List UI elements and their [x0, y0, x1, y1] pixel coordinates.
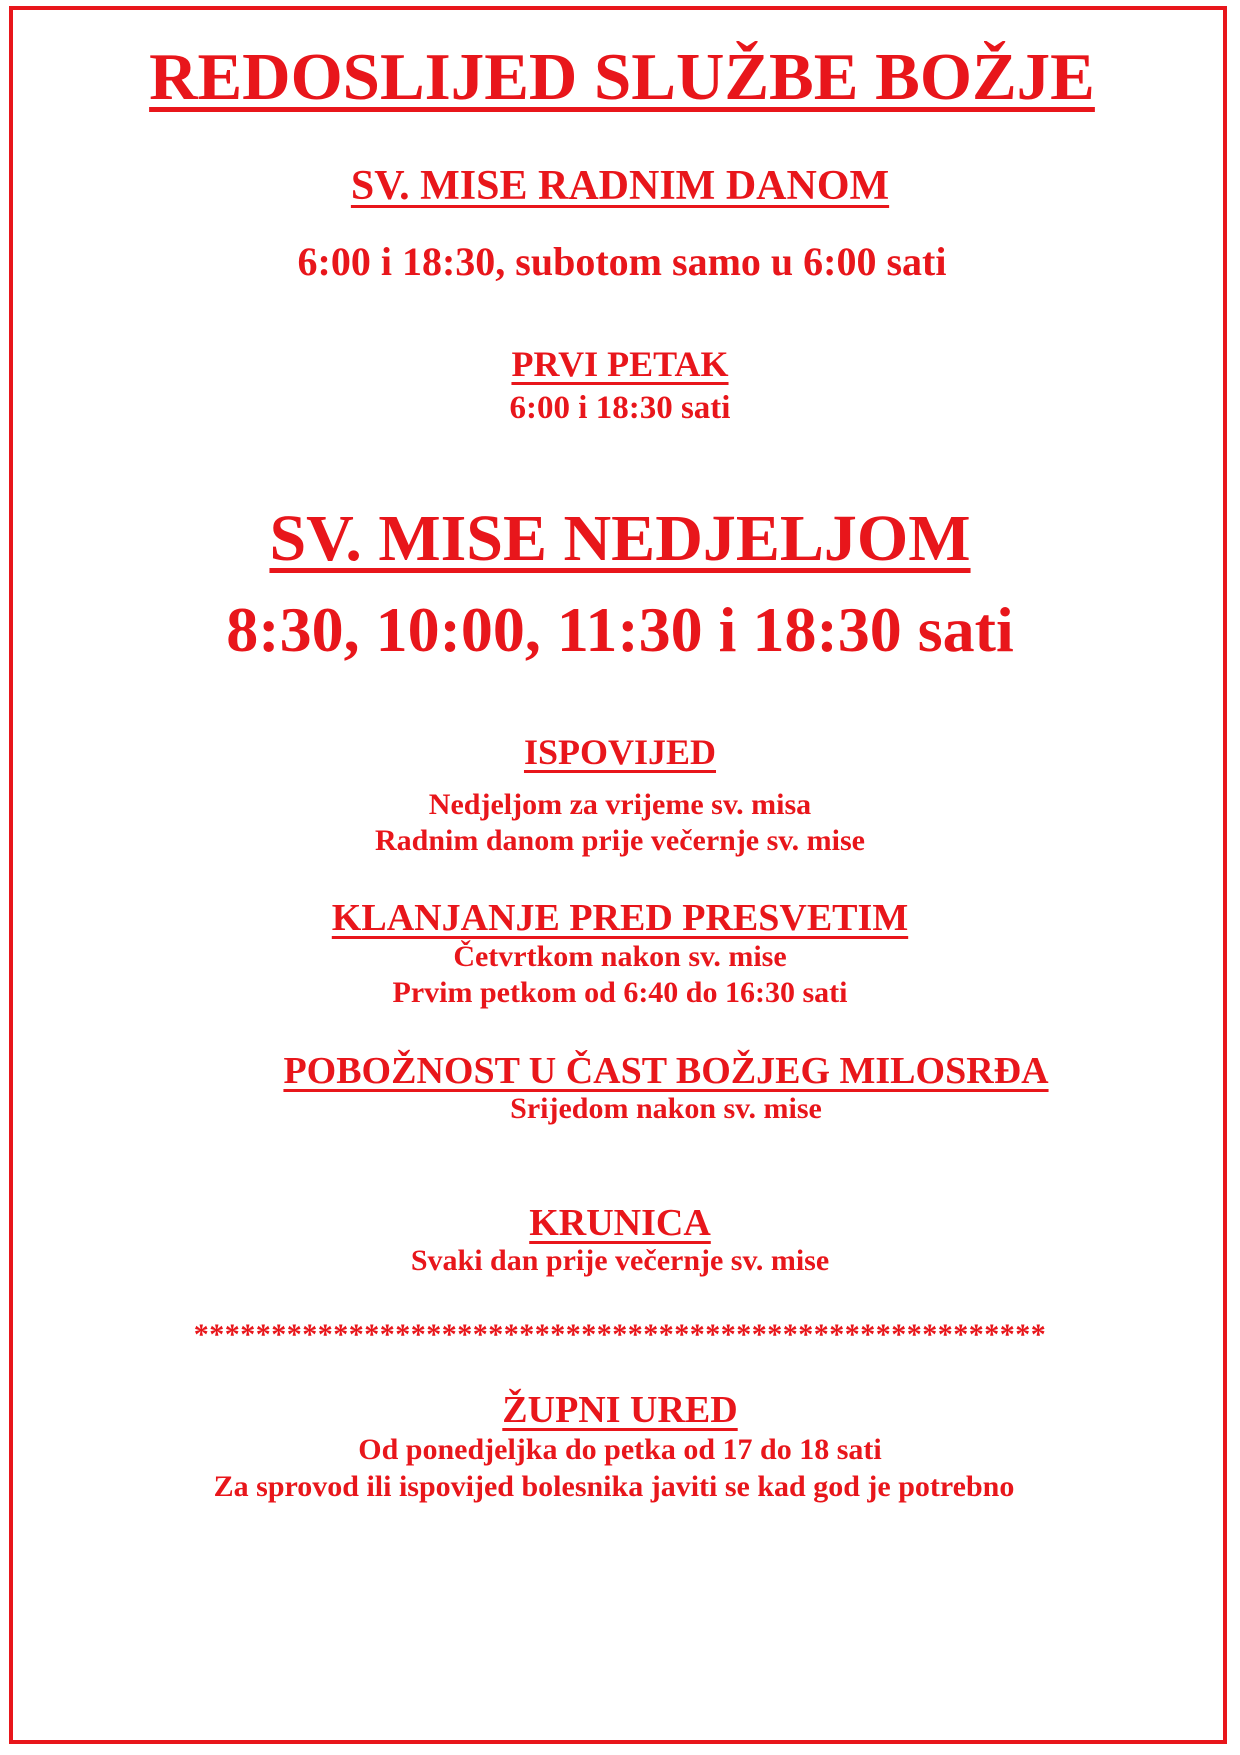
sunday-mass-heading: SV. MISE NEDJELJOM: [269, 502, 971, 575]
first-friday-heading: PRVI PETAK: [511, 344, 729, 384]
page-title: REDOSLIJED SLUŽBE BOŽJE: [149, 40, 1095, 114]
parish-office-line: Od ponedjeljka do petka od 17 do 18 sati: [358, 1433, 882, 1466]
divine-mercy-heading: POBOŽNOST U ČAST BOŽJEG MILOSRĐA: [283, 1050, 1049, 1092]
adoration-heading: KLANJANJE PRED PRESVETIM: [331, 897, 909, 939]
parish-office-heading: ŽUPNI URED: [502, 1389, 738, 1431]
parish-office-line: Za sprovod ili ispovijed bolesnika javiti se kad god je potrebno: [213, 1470, 1015, 1503]
confession-heading: ISPOVIJED: [523, 732, 717, 772]
weekday-mass-times: 6:00 i 18:30, subotom samo u 6:00 sati: [297, 239, 947, 284]
sunday-mass-times: 8:30, 10:00, 11:30 i 18:30 sati: [226, 594, 1014, 665]
first-friday-times: 6:00 i 18:30 sati: [509, 390, 731, 426]
rosary-line: Svaki dan prije večernje sv. mise: [410, 1244, 830, 1277]
adoration-line: Prvim petkom od 6:40 do 16:30 sati: [392, 976, 848, 1009]
adoration-line: Četvrtkom nakon sv. mise: [453, 940, 787, 973]
divine-mercy-line: Srijedom nakon sv. mise: [510, 1092, 822, 1125]
confession-line: Nedjeljom za vrijeme sv. misa: [428, 788, 812, 821]
rosary-heading: KRUNICA: [529, 1202, 711, 1244]
separator: *******************************************************: [193, 1318, 1047, 1351]
weekday-mass-heading: SV. MISE RADNIM DANOM: [350, 163, 890, 209]
confession-line: Radnim danom prije večernje sv. mise: [375, 824, 865, 857]
